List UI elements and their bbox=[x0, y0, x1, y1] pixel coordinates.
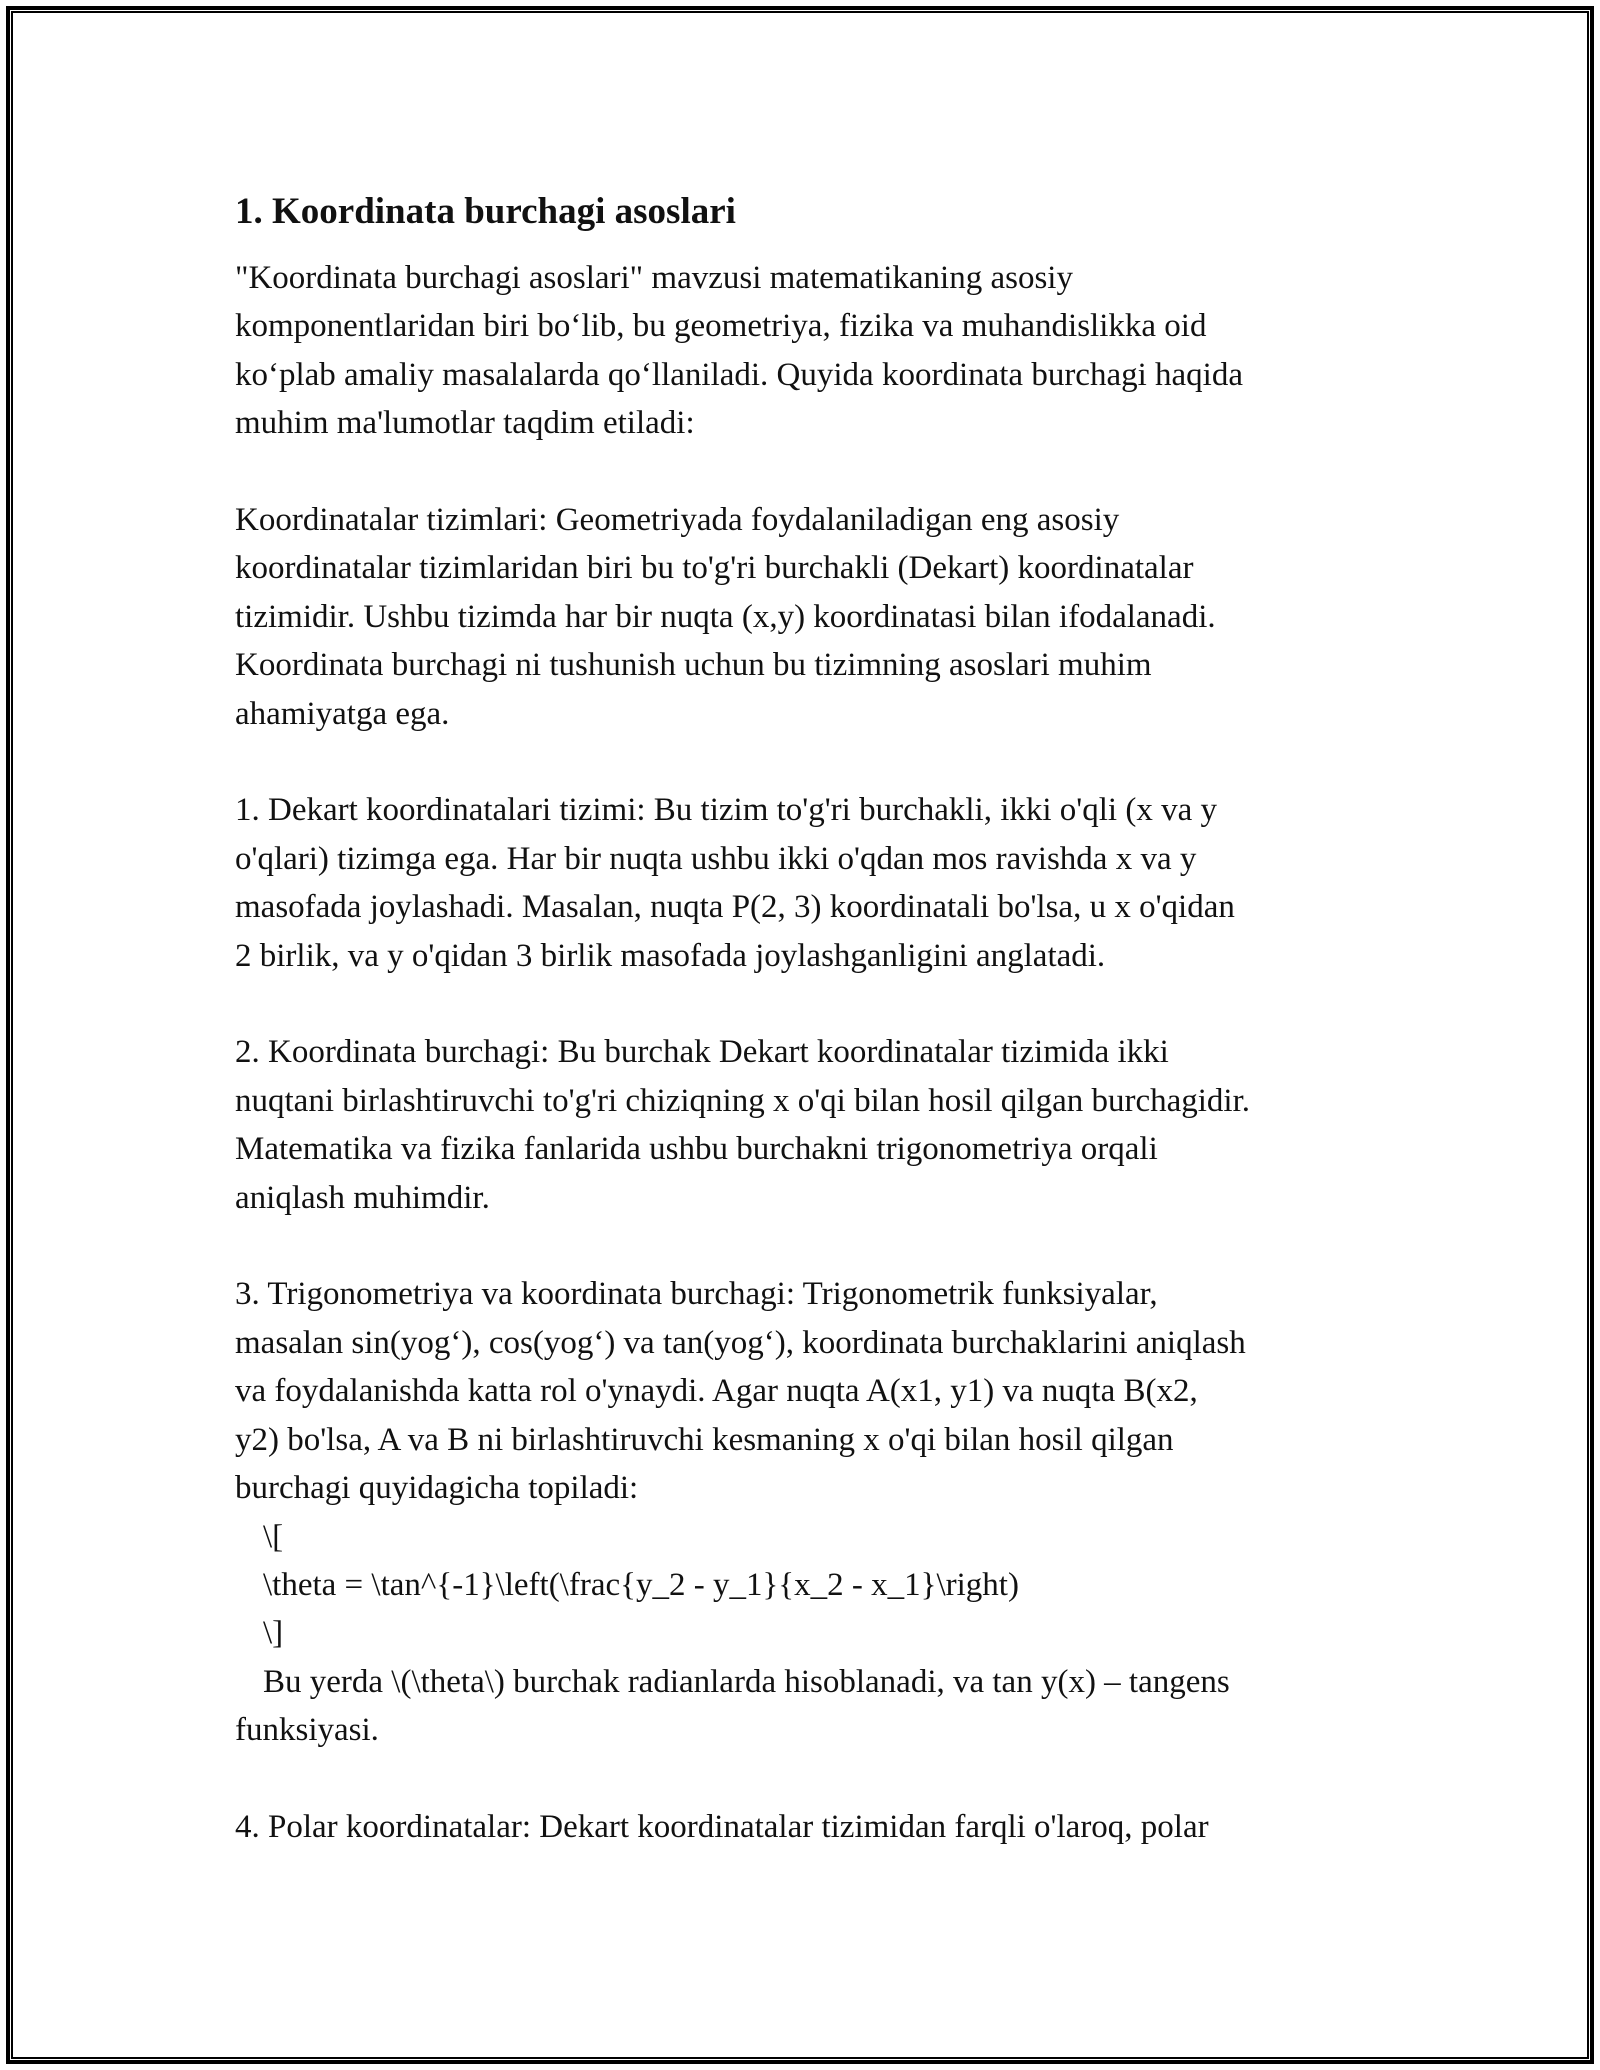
text-line: "Koordinata burchagi asoslari" mavzusi matematikaning asosiy bbox=[235, 260, 1073, 296]
blank-line bbox=[235, 448, 1385, 496]
text-line: 1. Dekart koordinatalari tizimi: Bu tizim to'g'ri burchakli, ikki o'qli (x va y bbox=[235, 792, 1217, 829]
section-heading: 1. Koordinata burchagi asoslari bbox=[235, 191, 736, 232]
blank-line bbox=[235, 1755, 1385, 1803]
text-line: 3. Trigonometriya va koordinata burchagi: Trigonometrik funksiyalar, bbox=[235, 1276, 1158, 1313]
text-line: tizimidir. Ushbu tizimda har bir nuqta (x,y) koordinatasi bilan ifodalanadi. bbox=[235, 598, 1216, 635]
text-line: koordinatalar tizimlaridan biri bu to'g'ri burchakli (Dekart) koordinatalar bbox=[235, 550, 1194, 587]
text-line: Koordinatalar tizimlari: Geometriyada foydalaniladigan eng asosiy bbox=[235, 502, 1120, 539]
text-line: masofada joylashadi. Masalan, nuqta P(2, 3) koordinatali bo'lsa, u x o'qidan bbox=[235, 889, 1235, 926]
text-line: nuqtani birlashtiruvchi to'g'ri chiziqning x o'qi bilan hosil qilgan burchagidir. bbox=[235, 1082, 1251, 1119]
text-line: ahamiyatga ega. bbox=[235, 695, 450, 732]
text-line: Koordinata burchagi ni tushunish uchun bu tizimning asoslari muhim bbox=[235, 647, 1152, 684]
text-line: \theta = \tan^{-1}\left(\frac{y_2 - y_1}{x_2 - x_1}\right) bbox=[263, 1566, 1019, 1603]
text-line: masalan sin(yog‘), cos(yog‘) va tan(yog‘), koordinata burchaklarini aniqlash bbox=[235, 1324, 1246, 1361]
blank-line bbox=[235, 738, 1385, 786]
text-line: aniqlash muhimdir. bbox=[235, 1179, 490, 1216]
text-line: va foydalanishda katta rol o'ynaydi. Agar nuqta A(x1, y1) va nuqta B(x2, bbox=[235, 1373, 1198, 1410]
text-line: \[ bbox=[263, 1518, 284, 1555]
text-block bbox=[235, 254, 1385, 1851]
text-line: funksiyasi. bbox=[235, 1712, 379, 1749]
text-line: y2) bo'lsa, A va B ni birlashtiruvchi kesmaning x o'qi bilan hosil qilgan bbox=[235, 1421, 1174, 1458]
text-line: o'qlari) tizimga ega. Har bir nuqta ushbu ikki o'qdan mos ravishda x va y bbox=[235, 840, 1197, 877]
text-line: \] bbox=[263, 1615, 284, 1652]
blank-line bbox=[235, 980, 1385, 1028]
document-body bbox=[235, 186, 1385, 1851]
blank-line bbox=[235, 1222, 1385, 1270]
text-line: Bu yerda \(\theta\) burchak radianlarda hisoblanadi, va tan y(x) – tangens bbox=[263, 1663, 1230, 1700]
text-line: 2 birlik, va y o'qidan 3 birlik masofada joylashganligini anglatadi. bbox=[235, 937, 1106, 974]
text-line: Matematika va fizika fanlarida ushbu burchakni trigonometriya orqali bbox=[235, 1131, 1158, 1168]
text-line: 4. Polar koordinatalar: Dekart koordinatalar tizimidan farqli o'laroq, polar bbox=[235, 1808, 1209, 1845]
text-line: ko‘plab amaliy masalalarda qo‘llaniladi. Quyida koordinata burchagi haqida bbox=[235, 356, 1243, 393]
text-line: 2. Koordinata burchagi: Bu burchak Dekart koordinatalar tizimida ikki bbox=[235, 1034, 1169, 1071]
text-line: burchagi quyidagicha topiladi: bbox=[235, 1470, 639, 1507]
text-line: muhim ma'lumotlar taqdim etiladi: bbox=[235, 405, 695, 442]
text-line: komponentlaridan biri bo‘lib, bu geometriya, fizika va muhandislikka oid bbox=[235, 308, 1207, 345]
